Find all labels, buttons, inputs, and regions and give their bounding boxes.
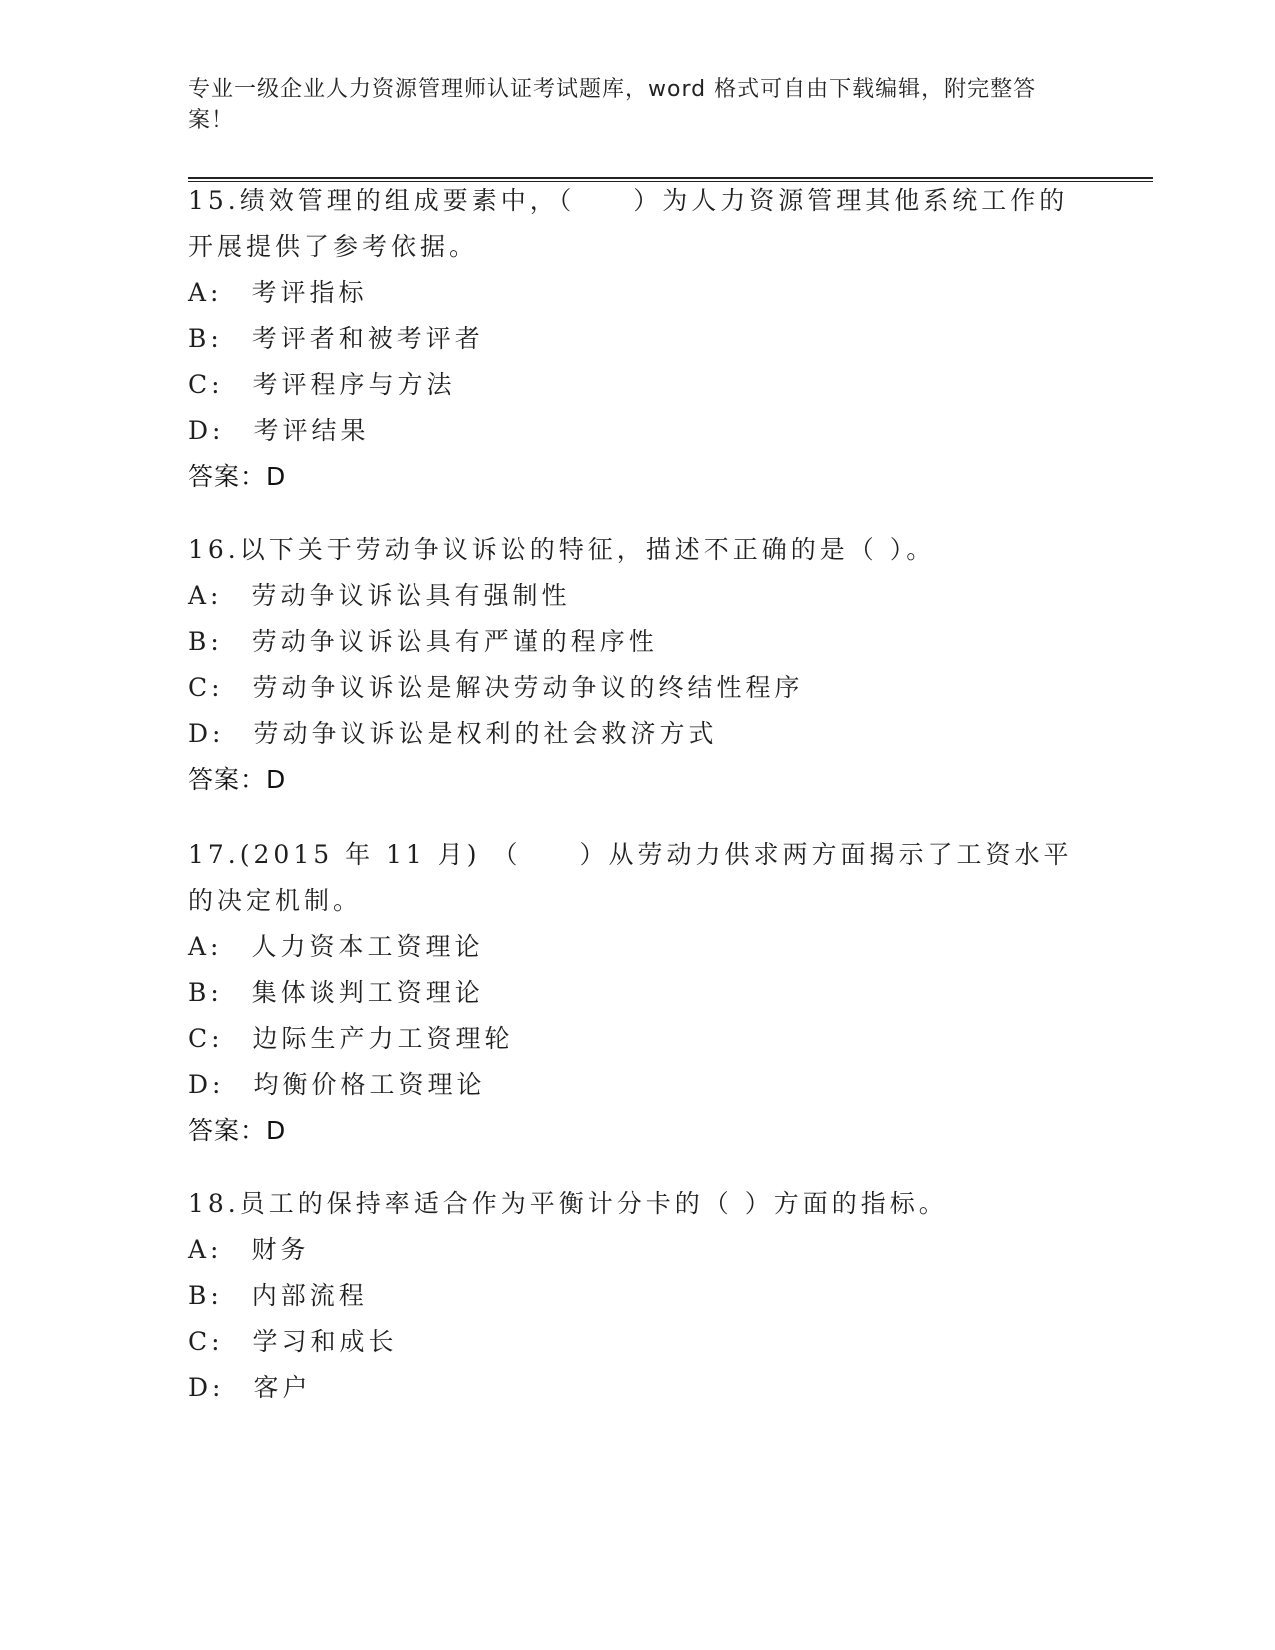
answer-label: 答案：D	[188, 1116, 287, 1145]
option-d: D: 客户	[188, 1373, 312, 1402]
option-b: B: 考评者和被考评者	[188, 324, 484, 353]
option-d: D: 均衡价格工资理论	[188, 1070, 486, 1099]
option-a: A: 劳动争议诉讼具有强制性	[188, 581, 571, 610]
question-15	[188, 178, 1088, 500]
question-stem: 17.(2015 年 11 月) （ ）从劳动力供求两方面揭示了工资水平的决定机制。	[188, 840, 1073, 915]
option-a: A: 考评指标	[188, 278, 368, 307]
answer-label: 答案：D	[188, 765, 287, 794]
option-c: C: 边际生产力工资理轮	[188, 1024, 514, 1053]
option-a: A: 人力资本工资理论	[188, 932, 484, 961]
question-16	[188, 527, 1088, 803]
option-d: D: 考评结果	[188, 416, 370, 445]
option-a: A: 财务	[188, 1235, 310, 1264]
option-d: D: 劳动争议诉讼是权利的社会救济方式	[188, 719, 718, 748]
option-c: C: 学习和成长	[188, 1327, 398, 1356]
document-header: 专业一级企业人力资源管理师认证考试题库，word 格式可自由下载编辑，附完整答案！	[188, 77, 1037, 133]
option-c: C: 考评程序与方法	[188, 370, 456, 399]
question-17	[188, 832, 1088, 1154]
question-18	[188, 1181, 1088, 1411]
option-c: C: 劳动争议诉讼是解决劳动争议的终结性程序	[188, 673, 804, 702]
question-stem: 15.绩效管理的组成要素中，（ ）为人力资源管理其他系统工作的开展提供了参考依据。	[188, 186, 1069, 261]
option-b: B: 集体谈判工资理论	[188, 978, 484, 1007]
question-stem: 18.员工的保持率适合作为平衡计分卡的（ ）方面的指标。	[188, 1189, 948, 1218]
option-b: B: 内部流程	[188, 1281, 368, 1310]
answer-label: 答案：D	[188, 462, 287, 491]
option-b: B: 劳动争议诉讼具有严谨的程序性	[188, 627, 658, 656]
question-stem: 16.以下关于劳动争议诉讼的特征，描述不正确的是（ ）。	[188, 535, 936, 564]
